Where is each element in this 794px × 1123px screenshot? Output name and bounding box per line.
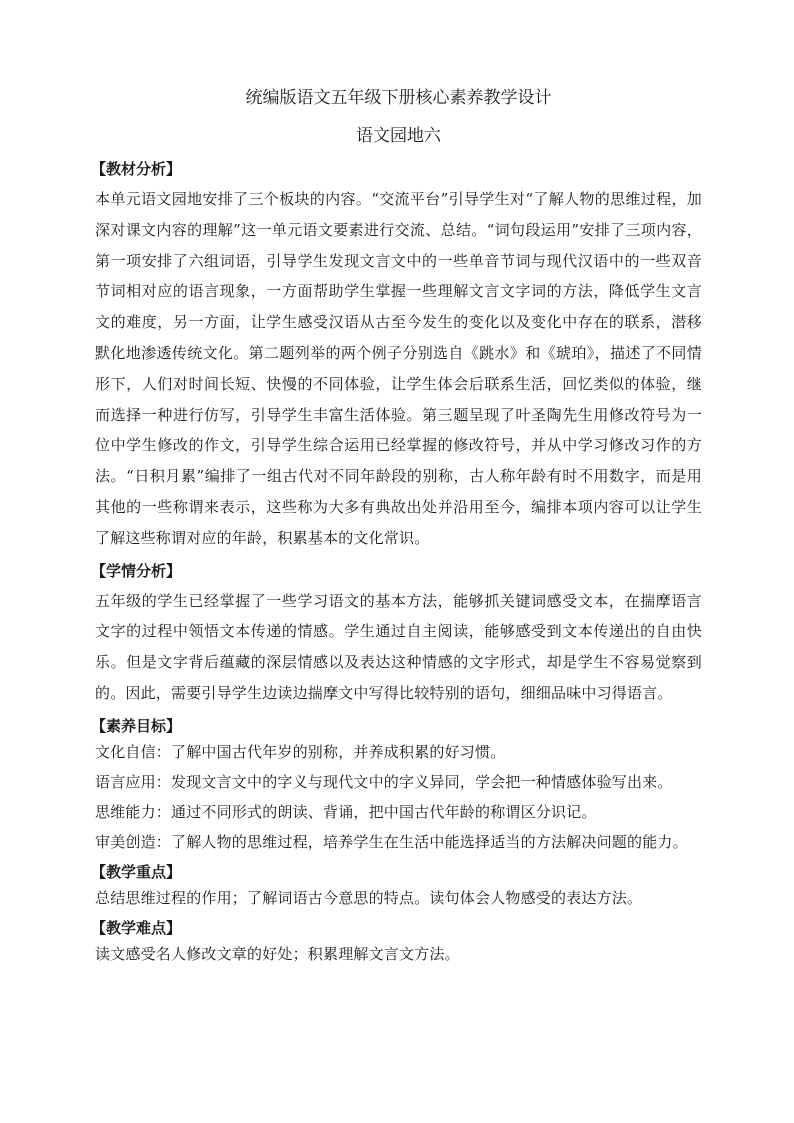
- section-textbook-analysis: [91, 158, 702, 554]
- section-student-analysis: [91, 560, 702, 709]
- document-title: 统编版语文五年级下册核心素养教学设计: [245, 88, 552, 108]
- section-heading-difficult-points: 【教学难点】: [91, 918, 182, 937]
- goal-item-language: 语言应用：发现文言文中的字义与现代文中的字义异同，学会把一种情感体验写出来。: [95, 772, 673, 791]
- section-difficult-points: [91, 917, 702, 965]
- section-heading-key-points: 【教学重点】: [91, 862, 182, 881]
- section-body-difficult-points: 读文感受名人修改文章的好处；积累理解文言文方法。: [95, 944, 460, 963]
- section-body-student-analysis: 五年级的学生已经掌握了一些学习语文的基本方法，能够抓关键词感受文本，在揣摩语言文字的过程中领悟文本传递的情感。学生通过自主阅读，能够感受到文本传递出的自由快乐。但是文字背后蕴藏的深层情感以及表达这种情感的文字形式，却是学生不容易觉察到的。因此，需要引导学生边读边揣摩文中写得比较特别的语句，细细品味中习得语言。: [95, 591, 702, 702]
- section-body-textbook-analysis: 本单元语文园地安排了三个板块的内容。“交流平台”引导学生对“了解人物的思维过程，加深对课文内容的理解”这一单元语文要素进行交流、总结。“词句段运用”安排了三项内容，第一项安排了六组词语，引导学生发现文言文中的一些单音节词与现代汉语中的一些双音节词相对应的语言现象，一方面帮助学生掌握一些理解文言文字词的方法，降低学生文言文的难度，另一方面，让学生感受汉语从古至今发生的变化以及变化中存在的联系，潜移默化地渗透传统文化。第二题列举的两个例子分别选自《跳水》和《琥珀》，描述了不同情形下，人们对时间长短、快慢的不同体验，让学生体会后联系生活，回忆类似的体验，继而选择一种进行仿写，引导学生丰富生活体验。第三题呈现了叶圣陶先生用修改符号为一位中学生修改的作文，引导学生综合运用已经掌握的修改符号，并从中学习修改习作的方法。“日积月累”编排了一组古代对不同年龄段的别称，古人称年龄有时不用数字，而是用其他的一些称谓来表示，这些称为大多有典故出处并沿用至今，编排本项内容可以让学生了解这些称谓对应的年龄，积累基本的文化常识。: [95, 190, 702, 547]
- goal-item-culture: 文化自信：了解中国古代年岁的别称，并养成积累的好习惯。: [95, 742, 506, 761]
- section-body-key-points: 总结思维过程的作用；了解词语古今意思的特点。读句体会人物感受的表达方法。: [95, 888, 643, 907]
- section-literacy-goals: [91, 715, 702, 853]
- section-heading-literacy-goals: 【素养目标】: [91, 716, 182, 735]
- section-key-points: [91, 861, 702, 909]
- goal-item-aesthetic: 审美创造：了解人物的思维过程，培养学生在生活中能选择适当的方法解决问题的能力。: [95, 832, 688, 851]
- section-heading-student-analysis: 【学情分析】: [91, 561, 182, 580]
- goal-item-thinking: 思维能力：通过不同形式的朗读、背诵，把中国古代年龄的称谓区分识记。: [95, 802, 597, 821]
- document-subtitle: 语文园地六: [356, 126, 441, 146]
- document-page: [91, 86, 702, 973]
- section-heading-textbook-analysis: 【教材分析】: [91, 160, 182, 178]
